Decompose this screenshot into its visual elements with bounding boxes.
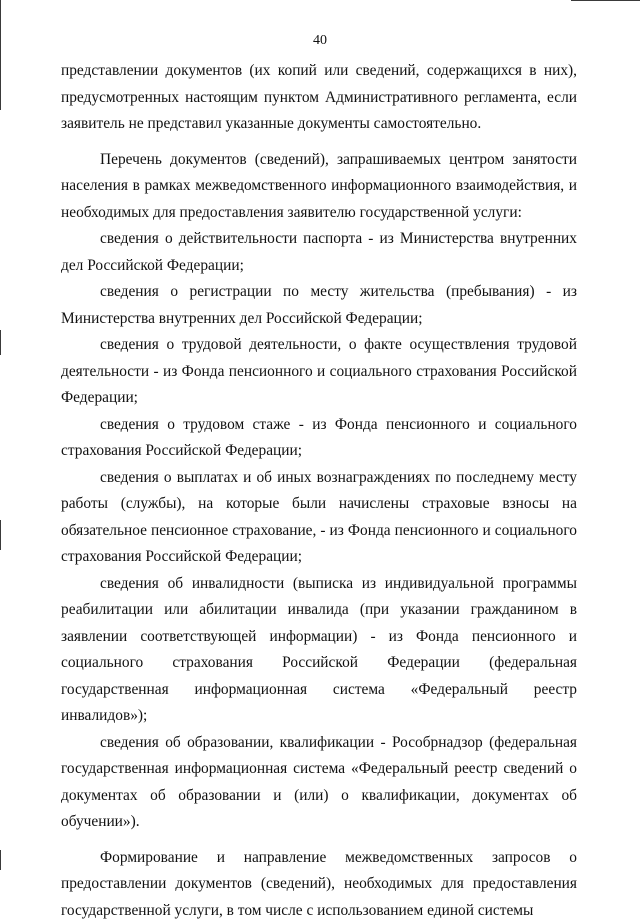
scan-edge-mark-left-bottom: [0, 850, 1, 870]
scan-edge-mark-top-right: [571, 0, 640, 1]
paragraph-continuation: представлении документов (их копий или сведений, содержащихся в них), предусмотренных настоящим пунктом Административного регламента, если заявитель не представил указанные документы самостоятельно.: [61, 58, 577, 138]
scan-edge-mark-left-low: [0, 520, 1, 550]
document-body: [61, 58, 577, 924]
page-number: 40: [0, 33, 640, 49]
paragraph-documents-list-intro: Перечень документов (сведений), запрашиваемых центром занятости населения в рамках межведомственного информационного взаимодействия, и необходимых для предоставления заявителю государственной услуги:: [61, 147, 577, 227]
list-item-payments: сведения о выплатах и об иных вознаграждениях по последнему месту работы (службы), на которые были начислены страховые взносы на обязательное пенсионное страхование, - из Фонда пенсионного и социального страхования Российской Федерации;: [61, 465, 577, 571]
list-item-education: сведения об образовании, квалификации - Рособрнадзор (федеральная государственная информационная система «Федеральный реестр сведений о документах об образовании и (или) о квалификации, документах об обучении»).: [61, 730, 577, 836]
list-item-passport-validity: сведения о действительности паспорта - из Министерства внутренних дел Российской Федерации;: [61, 226, 577, 279]
list-item-disability: сведения об инвалидности (выписка из индивидуальной программы реабилитации или абилитации инвалида (при указании гражданином в заявлении соответствующей информации) - из Фонда пенсионного и социального страхования Российской Федерации (федеральная государственная информационная система «Федеральный реестр инвалидов»);: [61, 571, 577, 730]
paragraph-interagency-requests: Формирование и направление межведомственных запросов о предоставлении документов (сведений), необходимых для предоставления государственной услуги, в том числе с использованием единой системы: [61, 845, 577, 924]
list-item-residence-registration: сведения о регистрации по месту жительства (пребывания) - из Министерства внутренних дел Российской Федерации;: [61, 279, 577, 332]
scan-edge-mark-left: [0, 0, 1, 110]
list-item-labor-activity: сведения о трудовой деятельности, о факте осуществления трудовой деятельности - из Фонда пенсионного и социального страхования Российской Федерации;: [61, 332, 577, 412]
scan-edge-mark-left-mid: [0, 330, 1, 355]
list-item-work-experience: сведения о трудовом стаже - из Фонда пенсионного и социального страхования Российской Федерации;: [61, 412, 577, 465]
